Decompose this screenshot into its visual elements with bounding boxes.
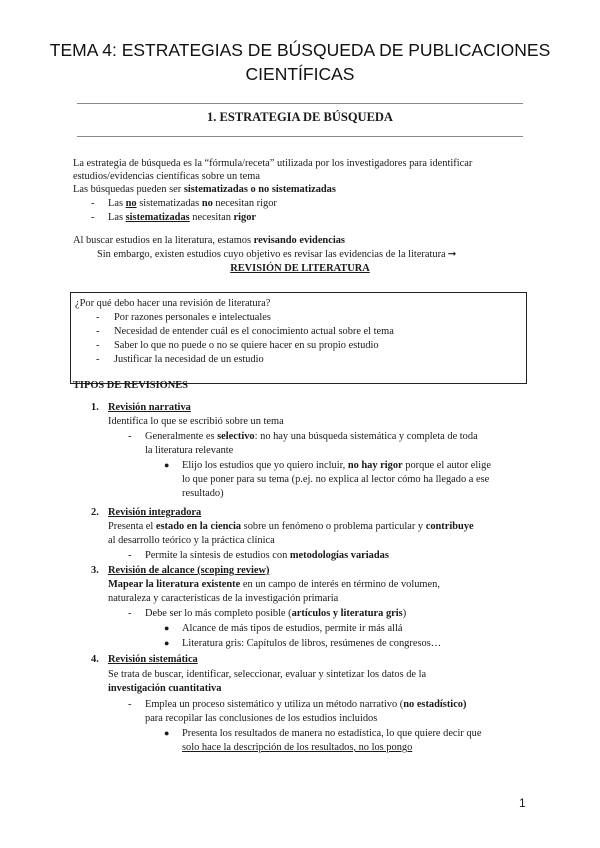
dash-marker: - bbox=[128, 608, 132, 619]
alcance-bullet-2: Literatura gris: Capítulos de libros, resúmenes de congresos… bbox=[182, 638, 442, 649]
bullet-marker: ● bbox=[164, 460, 170, 470]
dash-marker: - bbox=[128, 431, 132, 442]
bold-text: no hay rigor bbox=[347, 460, 403, 471]
text: Presenta el bbox=[108, 521, 156, 532]
dash-marker: - bbox=[96, 340, 100, 351]
intro-paragraph-line-2: estudios/evidencias científicas sobre un tema bbox=[73, 171, 260, 182]
section-title: 1. ESTRATEGIA DE BÚSQUEDA bbox=[207, 110, 393, 124]
narrativa-bullet-line-2: lo que poner para su tema (p.ej. no explica al lector cómo ha llegado a ese bbox=[182, 474, 490, 485]
dash-marker: - bbox=[91, 212, 95, 223]
sistematica-detail-line-1 bbox=[145, 698, 466, 711]
sistematica-desc-line-1: Se trata de buscar, identificar, seleccionar, evaluar y sintetizar los datos de la bbox=[108, 669, 427, 680]
arrow-icon: ➞ bbox=[447, 249, 457, 260]
text: : no hay una búsqueda sistemática y completa de toda bbox=[254, 431, 478, 442]
text: Las bbox=[108, 212, 126, 223]
text: ) bbox=[402, 608, 407, 619]
bold-text: revisando evidencias bbox=[253, 235, 345, 246]
bullet-marker: ● bbox=[164, 623, 170, 633]
list-number: 3. bbox=[91, 565, 99, 576]
text: Elijo los estudios que yo quiero incluir, bbox=[182, 460, 348, 471]
text: Las bbox=[108, 198, 126, 209]
bullet-marker: ● bbox=[164, 638, 170, 648]
sistematica-bullet-line-1: Presenta los resultados de manera no estadística, lo que quiere decir que bbox=[182, 728, 482, 739]
revision-alcance-title: Revisión de alcance (scoping review) bbox=[108, 565, 270, 576]
underlined-text: sistematizadas bbox=[125, 212, 190, 223]
narrativa-detail-line-2: la literatura relevante bbox=[145, 445, 234, 456]
tipos-heading: TIPOS DE REVISIONES bbox=[73, 380, 188, 391]
bold-text: no estadístico) bbox=[403, 699, 467, 710]
revision-narrativa-title: Revisión narrativa bbox=[108, 402, 191, 413]
alcance-desc-line-1 bbox=[108, 578, 440, 591]
text: en un campo de interés en término de volumen, bbox=[240, 579, 440, 590]
sistematica-desc-line-2: investigación cuantitativa bbox=[108, 683, 222, 694]
divider-top bbox=[77, 103, 523, 104]
bold-text: Mapear la literatura existente bbox=[108, 579, 241, 590]
integradora-detail bbox=[145, 549, 389, 562]
bold-text: estado en la ciencia bbox=[155, 521, 242, 532]
dash-marker: - bbox=[96, 326, 100, 337]
text: sobre un fenómeno o problema particular y bbox=[241, 521, 426, 532]
search-types-line bbox=[73, 183, 336, 196]
text: Las búsquedas pueden ser bbox=[73, 184, 184, 195]
box-list-item: Por razones personales e intelectuales bbox=[114, 312, 271, 323]
alcance-bullet-1: Alcance de más tipos de estudios, permite ir más allá bbox=[182, 623, 403, 634]
sin-embargo-line bbox=[97, 248, 456, 261]
revision-sistematica-title: Revisión sistemática bbox=[108, 654, 198, 665]
bold-text: contribuye bbox=[425, 521, 474, 532]
revisando-evidencias-line bbox=[73, 234, 345, 247]
text: necesitan bbox=[189, 212, 234, 223]
list-number: 1. bbox=[91, 402, 99, 413]
page-title-line-1: TEMA 4: ESTRATEGIAS DE BÚSQUEDA DE PUBLICACIONES bbox=[49, 40, 551, 60]
bold-text: selectivo bbox=[217, 431, 255, 442]
list-item-no-sistematizadas bbox=[108, 197, 277, 210]
bold-text: metodologías variadas bbox=[289, 550, 389, 561]
text: Al buscar estudios en la literatura, estamos bbox=[73, 235, 254, 246]
revision-narrativa-desc: Identifica lo que se escribió sobre un tema bbox=[108, 416, 284, 427]
bold-text: rigor bbox=[233, 212, 257, 223]
box-question: ¿Por qué debo hacer una revisión de literatura? bbox=[75, 298, 271, 309]
dash-marker: - bbox=[96, 354, 100, 365]
text: sistematizadas bbox=[136, 198, 202, 209]
text: Generalmente es bbox=[145, 431, 218, 442]
divider-bottom bbox=[77, 136, 523, 137]
text: Debe ser lo más completo posible ( bbox=[145, 608, 292, 619]
dash-marker: - bbox=[91, 198, 95, 209]
alcance-desc-line-2: naturaleza y características de la investigación primaria bbox=[108, 593, 339, 604]
integradora-desc-line-1 bbox=[108, 520, 474, 533]
underlined-text: no bbox=[125, 198, 137, 209]
list-item-sistematizadas bbox=[108, 211, 256, 224]
page-number: 1 bbox=[519, 796, 526, 810]
box-list-item: Justificar la necesidad de un estudio bbox=[114, 354, 264, 365]
bold-text: no bbox=[201, 198, 213, 209]
box-list-item: Saber lo que no puede o no se quiere hacer en su propio estudio bbox=[114, 340, 379, 351]
bold-text: sistematizadas o no sistematizadas bbox=[183, 184, 336, 195]
dash-marker: - bbox=[128, 699, 132, 710]
sistematica-bullet-line-2: solo hace la descripción de los resultados, no los pongo bbox=[182, 742, 413, 753]
text: Emplea un proceso sistemático y utiliza un método narrativo ( bbox=[145, 699, 404, 710]
dash-marker: - bbox=[96, 312, 100, 323]
text: necesitan rigor bbox=[212, 198, 277, 209]
revision-integradora-title: Revisión integradora bbox=[108, 507, 202, 518]
alcance-detail bbox=[145, 607, 406, 620]
text: Sin embargo, existen estudios cuyo objetivo es revisar las evidencias de la literatura bbox=[97, 249, 446, 260]
bold-text: artículos y literatura gris bbox=[291, 608, 403, 619]
intro-paragraph-line-1: La estrategia de búsqueda es la “fórmula/receta” utilizada por los investigadores para identificar bbox=[73, 158, 473, 169]
text: Permite la síntesis de estudios con bbox=[145, 550, 290, 561]
narrativa-bullet-line-3: resultado) bbox=[182, 488, 224, 499]
narrativa-detail-line-1 bbox=[145, 430, 478, 443]
narrativa-bullet-line-1 bbox=[182, 459, 491, 472]
list-number: 4. bbox=[91, 654, 99, 665]
text: porque el autor elige bbox=[402, 460, 491, 471]
box-list-item: Necesidad de entender cuál es el conocimiento actual sobre el tema bbox=[114, 326, 394, 337]
list-number: 2. bbox=[91, 507, 99, 518]
bullet-marker: ● bbox=[164, 728, 170, 738]
revision-literatura-label: REVISIÓN DE LITERATURA bbox=[230, 263, 370, 274]
page-title-line-2: CIENTÍFICAS bbox=[245, 64, 355, 84]
sistematica-detail-line-2: para recopilar las conclusiones de los estudios incluidos bbox=[145, 713, 378, 724]
integradora-desc-line-2: al desarrollo teórico y la práctica clínica bbox=[108, 535, 275, 546]
dash-marker: - bbox=[128, 550, 132, 561]
